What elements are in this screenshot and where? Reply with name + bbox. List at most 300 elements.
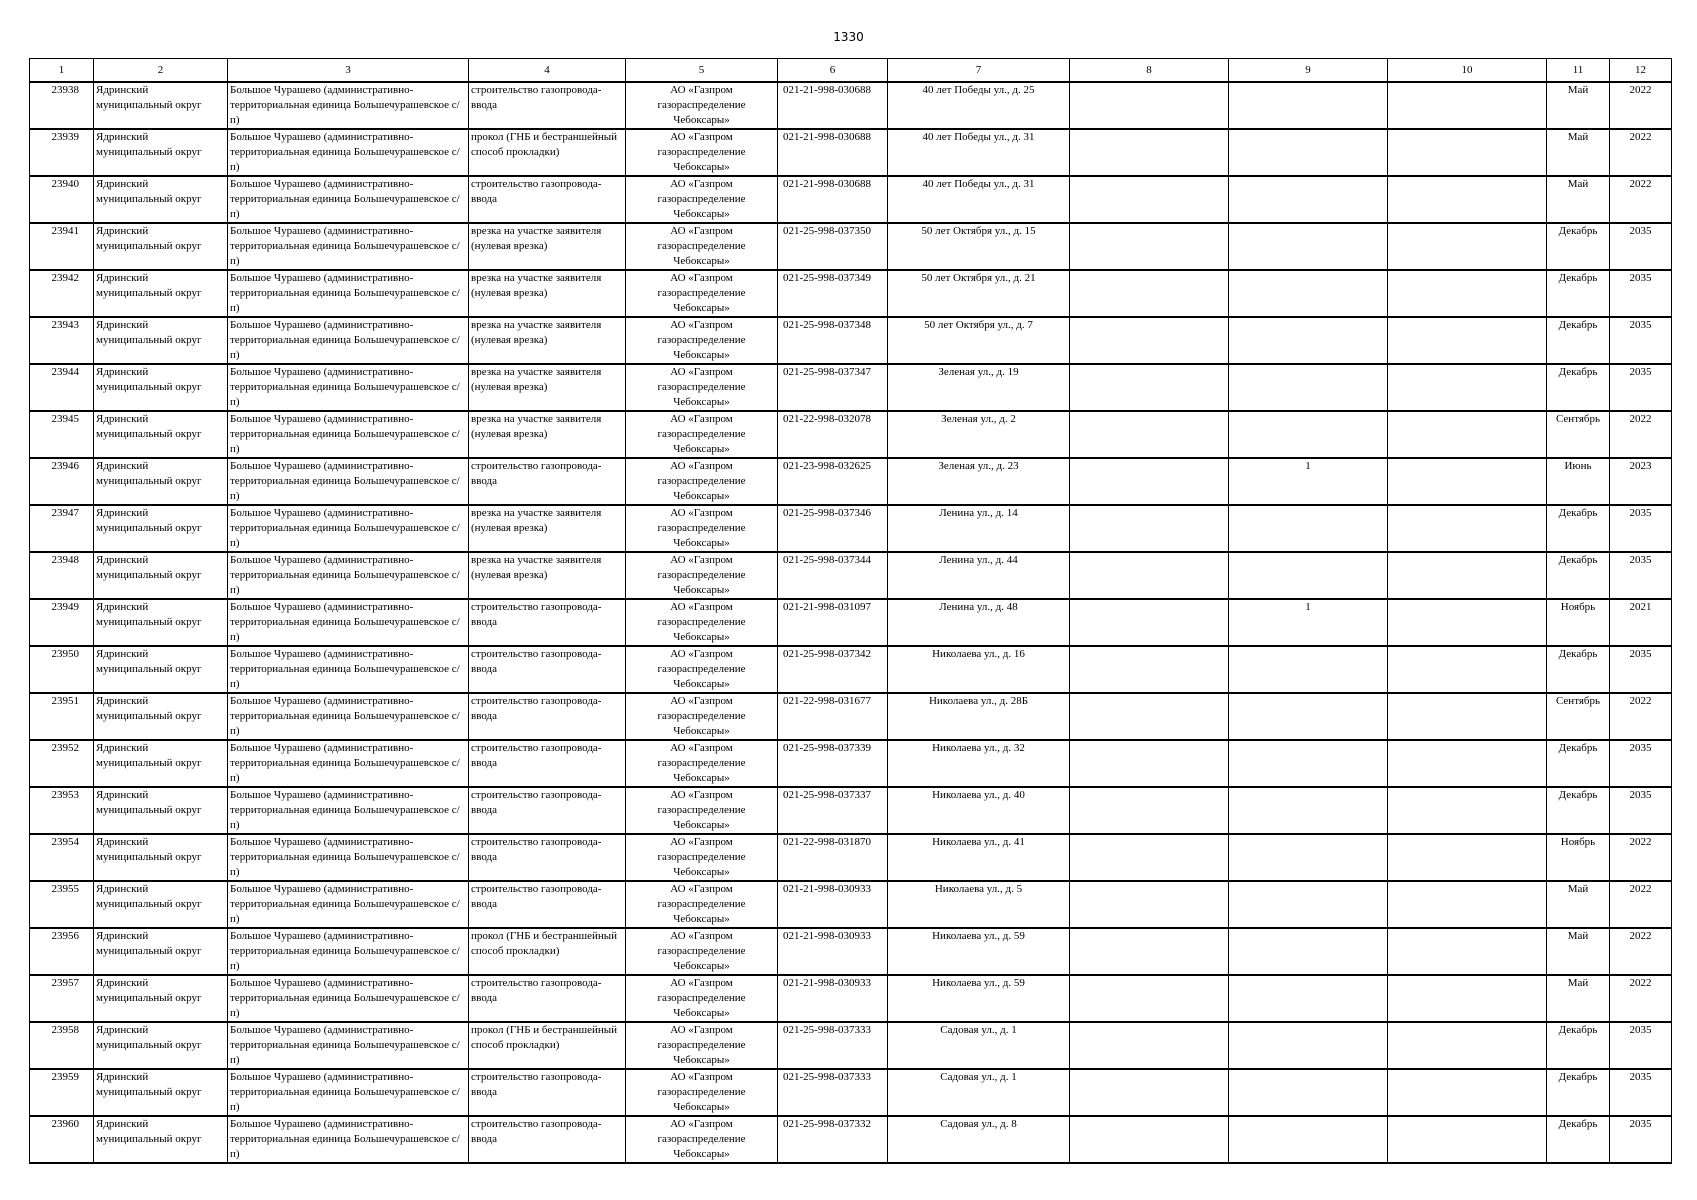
table-cell-col-2: Ядринский муниципальный округ — [94, 928, 228, 975]
table-cell-col-1: 23949 — [30, 599, 94, 646]
table-cell-col-2: Ядринский муниципальный округ — [94, 223, 228, 270]
table-row — [30, 552, 1672, 599]
table-cell-col-2: Ядринский муниципальный округ — [94, 740, 228, 787]
table-cell-col-9 — [1229, 834, 1388, 881]
table-cell-col-12: 2022 — [1610, 176, 1672, 223]
table-cell-col-5: АО «Газпром газораспределение Чебоксары» — [626, 1116, 778, 1163]
table-cell-col-9 — [1229, 223, 1388, 270]
column-header-3: 3 — [228, 59, 469, 83]
table-cell-col-11: Май — [1547, 176, 1610, 223]
table-cell-col-6: 021-21-998-030933 — [778, 928, 888, 975]
table-cell-col-2: Ядринский муниципальный округ — [94, 599, 228, 646]
table-cell-col-4: прокол (ГНБ и бестраншейный способ прокладки) — [469, 129, 626, 176]
table-cell-col-11: Май — [1547, 975, 1610, 1022]
table-cell-col-11: Ноябрь — [1547, 834, 1610, 881]
table-cell-col-9 — [1229, 881, 1388, 928]
table-cell-col-3: Большое Чурашево (административно-территориальная единица Большечурашевское с/п) — [228, 599, 469, 646]
table-row — [30, 317, 1672, 364]
table-cell-col-11: Сентябрь — [1547, 411, 1610, 458]
column-header-6: 6 — [778, 59, 888, 83]
table-cell-col-10 — [1388, 552, 1547, 599]
table-cell-col-1: 23958 — [30, 1022, 94, 1069]
column-header-10: 10 — [1388, 59, 1547, 83]
table-cell-col-2: Ядринский муниципальный округ — [94, 364, 228, 411]
table-cell-col-3: Большое Чурашево (административно-территориальная единица Большечурашевское с/п) — [228, 693, 469, 740]
table-cell-col-12: 2035 — [1610, 317, 1672, 364]
table-cell-col-5: АО «Газпром газораспределение Чебоксары» — [626, 928, 778, 975]
column-header-9: 9 — [1229, 59, 1388, 83]
table-cell-col-12: 2022 — [1610, 834, 1672, 881]
table-cell-col-6: 021-21-998-030688 — [778, 82, 888, 129]
column-header-1: 1 — [30, 59, 94, 83]
column-header-8: 8 — [1070, 59, 1229, 83]
table-cell-col-6: 021-25-998-037348 — [778, 317, 888, 364]
table-cell-col-3: Большое Чурашево (административно-территориальная единица Большечурашевское с/п) — [228, 881, 469, 928]
table-cell-col-4: врезка на участке заявителя (нулевая врезка) — [469, 552, 626, 599]
table-cell-col-9 — [1229, 1069, 1388, 1116]
table-body — [30, 82, 1672, 1163]
table-cell-col-1: 23955 — [30, 881, 94, 928]
table-cell-col-9 — [1229, 270, 1388, 317]
table-row — [30, 458, 1672, 505]
table-cell-col-7: Ленина ул., д. 48 — [888, 599, 1070, 646]
register-table — [29, 58, 1672, 1164]
table-cell-col-6: 021-25-998-037346 — [778, 505, 888, 552]
table-cell-col-3: Большое Чурашево (административно-территориальная единица Большечурашевское с/п) — [228, 129, 469, 176]
table-cell-col-12: 2035 — [1610, 646, 1672, 693]
table-cell-col-7: Ленина ул., д. 44 — [888, 552, 1070, 599]
table-cell-col-1: 23940 — [30, 176, 94, 223]
table-cell-col-12: 2035 — [1610, 270, 1672, 317]
table-cell-col-5: АО «Газпром газораспределение Чебоксары» — [626, 364, 778, 411]
table-cell-col-3: Большое Чурашево (административно-территориальная единица Большечурашевское с/п) — [228, 82, 469, 129]
table-cell-col-10 — [1388, 693, 1547, 740]
table-cell-col-8 — [1070, 317, 1229, 364]
table-cell-col-6: 021-23-998-032625 — [778, 458, 888, 505]
table-cell-col-4: врезка на участке заявителя (нулевая врезка) — [469, 317, 626, 364]
table-cell-col-4: строительство газопровода-ввода — [469, 1116, 626, 1163]
table-cell-col-7: 50 лет Октября ул., д. 15 — [888, 223, 1070, 270]
table-cell-col-6: 021-22-998-031870 — [778, 834, 888, 881]
table-cell-col-6: 021-25-998-037337 — [778, 787, 888, 834]
table-cell-col-3: Большое Чурашево (административно-территориальная единица Большечурашевское с/п) — [228, 176, 469, 223]
table-cell-col-1: 23944 — [30, 364, 94, 411]
table-cell-col-11: Сентябрь — [1547, 693, 1610, 740]
table-cell-col-1: 23945 — [30, 411, 94, 458]
table-cell-col-9 — [1229, 82, 1388, 129]
table-cell-col-2: Ядринский муниципальный округ — [94, 505, 228, 552]
table-cell-col-10 — [1388, 82, 1547, 129]
table-cell-col-7: Садовая ул., д. 1 — [888, 1022, 1070, 1069]
table-cell-col-5: АО «Газпром газораспределение Чебоксары» — [626, 646, 778, 693]
table-cell-col-12: 2022 — [1610, 411, 1672, 458]
table-cell-col-3: Большое Чурашево (административно-территориальная единица Большечурашевское с/п) — [228, 975, 469, 1022]
table-cell-col-5: АО «Газпром газораспределение Чебоксары» — [626, 505, 778, 552]
table-cell-col-12: 2035 — [1610, 552, 1672, 599]
column-header-11: 11 — [1547, 59, 1610, 83]
table-cell-col-10 — [1388, 176, 1547, 223]
table-cell-col-4: строительство газопровода-ввода — [469, 740, 626, 787]
table-cell-col-3: Большое Чурашево (административно-территориальная единица Большечурашевское с/п) — [228, 317, 469, 364]
table-cell-col-7: Зеленая ул., д. 2 — [888, 411, 1070, 458]
table-cell-col-11: Ноябрь — [1547, 599, 1610, 646]
table-cell-col-8 — [1070, 787, 1229, 834]
table-row — [30, 787, 1672, 834]
table-cell-col-1: 23947 — [30, 505, 94, 552]
table-cell-col-2: Ядринский муниципальный округ — [94, 411, 228, 458]
table-cell-col-8 — [1070, 740, 1229, 787]
table-cell-col-5: АО «Газпром газораспределение Чебоксары» — [626, 834, 778, 881]
table-row — [30, 881, 1672, 928]
table-cell-col-2: Ядринский муниципальный округ — [94, 646, 228, 693]
table-cell-col-8 — [1070, 552, 1229, 599]
table-row — [30, 270, 1672, 317]
table-cell-col-8 — [1070, 881, 1229, 928]
table-cell-col-9 — [1229, 740, 1388, 787]
table-cell-col-4: строительство газопровода-ввода — [469, 834, 626, 881]
table-cell-col-12: 2022 — [1610, 881, 1672, 928]
table-row — [30, 505, 1672, 552]
table-cell-col-1: 23941 — [30, 223, 94, 270]
table-cell-col-10 — [1388, 646, 1547, 693]
table-cell-col-1: 23957 — [30, 975, 94, 1022]
table-cell-col-4: врезка на участке заявителя (нулевая врезка) — [469, 270, 626, 317]
table-cell-col-11: Декабрь — [1547, 364, 1610, 411]
table-cell-col-2: Ядринский муниципальный округ — [94, 270, 228, 317]
table-cell-col-7: Николаева ул., д. 40 — [888, 787, 1070, 834]
table-header-row — [30, 59, 1672, 83]
table-cell-col-11: Декабрь — [1547, 505, 1610, 552]
table-cell-col-12: 2022 — [1610, 928, 1672, 975]
table-cell-col-11: Июнь — [1547, 458, 1610, 505]
table-cell-col-1: 23954 — [30, 834, 94, 881]
table-cell-col-7: 40 лет Победы ул., д. 31 — [888, 176, 1070, 223]
table-cell-col-10 — [1388, 317, 1547, 364]
table-cell-col-2: Ядринский муниципальный округ — [94, 693, 228, 740]
table-cell-col-9 — [1229, 1116, 1388, 1163]
table-cell-col-11: Декабрь — [1547, 1069, 1610, 1116]
table-cell-col-2: Ядринский муниципальный округ — [94, 82, 228, 129]
page-number: 1330 — [833, 30, 864, 44]
table-cell-col-8 — [1070, 505, 1229, 552]
table-cell-col-7: Николаева ул., д. 59 — [888, 928, 1070, 975]
table-cell-col-9: 1 — [1229, 458, 1388, 505]
table-cell-col-9 — [1229, 646, 1388, 693]
table-cell-col-5: АО «Газпром газораспределение Чебоксары» — [626, 82, 778, 129]
table-cell-col-6: 021-25-998-037342 — [778, 646, 888, 693]
table-cell-col-3: Большое Чурашево (административно-территориальная единица Большечурашевское с/п) — [228, 411, 469, 458]
table-cell-col-7: Садовая ул., д. 8 — [888, 1116, 1070, 1163]
table-cell-col-7: Николаева ул., д. 5 — [888, 881, 1070, 928]
table-cell-col-4: прокол (ГНБ и бестраншейный способ прокладки) — [469, 1022, 626, 1069]
table-cell-col-3: Большое Чурашево (административно-территориальная единица Большечурашевское с/п) — [228, 646, 469, 693]
table-cell-col-7: Зеленая ул., д. 19 — [888, 364, 1070, 411]
table-cell-col-8 — [1070, 458, 1229, 505]
table-cell-col-7: 50 лет Октября ул., д. 7 — [888, 317, 1070, 364]
table-cell-col-1: 23960 — [30, 1116, 94, 1163]
table-cell-col-12: 2035 — [1610, 1069, 1672, 1116]
table-row — [30, 646, 1672, 693]
table-cell-col-2: Ядринский муниципальный округ — [94, 1022, 228, 1069]
table-cell-col-12: 2035 — [1610, 1116, 1672, 1163]
table-row — [30, 693, 1672, 740]
table-cell-col-9 — [1229, 317, 1388, 364]
table-cell-col-2: Ядринский муниципальный округ — [94, 834, 228, 881]
table-cell-col-8 — [1070, 834, 1229, 881]
table-cell-col-5: АО «Газпром газораспределение Чебоксары» — [626, 1069, 778, 1116]
table-cell-col-11: Декабрь — [1547, 317, 1610, 364]
table-cell-col-10 — [1388, 364, 1547, 411]
table-cell-col-10 — [1388, 834, 1547, 881]
table-cell-col-11: Май — [1547, 82, 1610, 129]
table-cell-col-3: Большое Чурашево (административно-территориальная единица Большечурашевское с/п) — [228, 552, 469, 599]
table-cell-col-2: Ядринский муниципальный округ — [94, 787, 228, 834]
table-cell-col-9 — [1229, 364, 1388, 411]
table-cell-col-1: 23946 — [30, 458, 94, 505]
table-cell-col-5: АО «Газпром газораспределение Чебоксары» — [626, 975, 778, 1022]
table-cell-col-9 — [1229, 975, 1388, 1022]
table-cell-col-7: Ленина ул., д. 14 — [888, 505, 1070, 552]
table-cell-col-5: АО «Газпром газораспределение Чебоксары» — [626, 176, 778, 223]
table-row — [30, 223, 1672, 270]
table-cell-col-6: 021-25-998-037339 — [778, 740, 888, 787]
table-cell-col-5: АО «Газпром газораспределение Чебоксары» — [626, 129, 778, 176]
table-cell-col-3: Большое Чурашево (административно-территориальная единица Большечурашевское с/п) — [228, 1022, 469, 1069]
table-cell-col-11: Декабрь — [1547, 223, 1610, 270]
table-cell-col-10 — [1388, 411, 1547, 458]
table-cell-col-8 — [1070, 646, 1229, 693]
table-cell-col-8 — [1070, 1116, 1229, 1163]
table-cell-col-8 — [1070, 411, 1229, 458]
table-cell-col-7: 40 лет Победы ул., д. 25 — [888, 82, 1070, 129]
table-cell-col-4: строительство газопровода-ввода — [469, 693, 626, 740]
table-cell-col-6: 021-25-998-037333 — [778, 1069, 888, 1116]
table-cell-col-7: 40 лет Победы ул., д. 31 — [888, 129, 1070, 176]
table-cell-col-6: 021-25-998-037333 — [778, 1022, 888, 1069]
table-cell-col-12: 2022 — [1610, 129, 1672, 176]
table-cell-col-5: АО «Газпром газораспределение Чебоксары» — [626, 740, 778, 787]
table-cell-col-2: Ядринский муниципальный округ — [94, 1116, 228, 1163]
table-cell-col-12: 2022 — [1610, 82, 1672, 129]
table-cell-col-12: 2035 — [1610, 505, 1672, 552]
table-cell-col-10 — [1388, 599, 1547, 646]
table-cell-col-10 — [1388, 1069, 1547, 1116]
table-cell-col-6: 021-25-998-037349 — [778, 270, 888, 317]
table-cell-col-4: строительство газопровода-ввода — [469, 458, 626, 505]
table-cell-col-8 — [1070, 176, 1229, 223]
table-cell-col-4: строительство газопровода-ввода — [469, 881, 626, 928]
table-cell-col-11: Декабрь — [1547, 270, 1610, 317]
table-cell-col-7: Николаева ул., д. 59 — [888, 975, 1070, 1022]
table-cell-col-6: 021-22-998-032078 — [778, 411, 888, 458]
table-cell-col-11: Декабрь — [1547, 1022, 1610, 1069]
table-cell-col-9 — [1229, 787, 1388, 834]
column-header-12: 12 — [1610, 59, 1672, 83]
table-row — [30, 740, 1672, 787]
table-cell-col-2: Ядринский муниципальный округ — [94, 881, 228, 928]
table-cell-col-4: строительство газопровода-ввода — [469, 646, 626, 693]
table-cell-col-1: 23952 — [30, 740, 94, 787]
column-header-2: 2 — [94, 59, 228, 83]
table-cell-col-3: Большое Чурашево (административно-территориальная единица Большечурашевское с/п) — [228, 458, 469, 505]
table-cell-col-9 — [1229, 552, 1388, 599]
table-cell-col-6: 021-25-998-037347 — [778, 364, 888, 411]
table-cell-col-8 — [1070, 975, 1229, 1022]
table-cell-col-1: 23950 — [30, 646, 94, 693]
table-cell-col-5: АО «Газпром газораспределение Чебоксары» — [626, 270, 778, 317]
table-cell-col-4: строительство газопровода-ввода — [469, 599, 626, 646]
table-row — [30, 928, 1672, 975]
table-cell-col-8 — [1070, 82, 1229, 129]
table-cell-col-9 — [1229, 411, 1388, 458]
table-cell-col-6: 021-21-998-030688 — [778, 176, 888, 223]
table-cell-col-6: 021-21-998-031097 — [778, 599, 888, 646]
table-cell-col-11: Декабрь — [1547, 646, 1610, 693]
table-cell-col-3: Большое Чурашево (административно-территориальная единица Большечурашевское с/п) — [228, 505, 469, 552]
table-cell-col-10 — [1388, 975, 1547, 1022]
table-row — [30, 599, 1672, 646]
table-row — [30, 1022, 1672, 1069]
table-cell-col-1: 23938 — [30, 82, 94, 129]
table-cell-col-11: Декабрь — [1547, 787, 1610, 834]
table-cell-col-3: Большое Чурашево (административно-территориальная единица Большечурашевское с/п) — [228, 928, 469, 975]
column-header-5: 5 — [626, 59, 778, 83]
table-cell-col-12: 2035 — [1610, 787, 1672, 834]
table-cell-col-8 — [1070, 693, 1229, 740]
table-cell-col-9 — [1229, 693, 1388, 740]
table-cell-col-3: Большое Чурашево (административно-территориальная единица Большечурашевское с/п) — [228, 834, 469, 881]
table-row — [30, 1069, 1672, 1116]
table-cell-col-5: АО «Газпром газораспределение Чебоксары» — [626, 317, 778, 364]
table-cell-col-1: 23948 — [30, 552, 94, 599]
table-cell-col-12: 2022 — [1610, 975, 1672, 1022]
table-cell-col-8 — [1070, 223, 1229, 270]
table-cell-col-9 — [1229, 928, 1388, 975]
table-row — [30, 364, 1672, 411]
table-cell-col-10 — [1388, 881, 1547, 928]
table-cell-col-5: АО «Газпром газораспределение Чебоксары» — [626, 787, 778, 834]
table-cell-col-10 — [1388, 223, 1547, 270]
table-cell-col-9 — [1229, 1022, 1388, 1069]
table-cell-col-5: АО «Газпром газораспределение Чебоксары» — [626, 1022, 778, 1069]
table-cell-col-1: 23951 — [30, 693, 94, 740]
column-header-7: 7 — [888, 59, 1070, 83]
table-cell-col-4: строительство газопровода-ввода — [469, 1069, 626, 1116]
table-cell-col-11: Май — [1547, 928, 1610, 975]
table-row — [30, 411, 1672, 458]
table-row — [30, 975, 1672, 1022]
table-cell-col-8 — [1070, 270, 1229, 317]
table-cell-col-6: 021-25-998-037344 — [778, 552, 888, 599]
table-cell-col-2: Ядринский муниципальный округ — [94, 975, 228, 1022]
table-cell-col-1: 23956 — [30, 928, 94, 975]
table-cell-col-7: Николаева ул., д. 16 — [888, 646, 1070, 693]
table-cell-col-10 — [1388, 1116, 1547, 1163]
table-cell-col-3: Большое Чурашево (административно-территориальная единица Большечурашевское с/п) — [228, 740, 469, 787]
table-cell-col-3: Большое Чурашево (административно-территориальная единица Большечурашевское с/п) — [228, 270, 469, 317]
table-cell-col-8 — [1070, 1022, 1229, 1069]
table-cell-col-10 — [1388, 505, 1547, 552]
table-cell-col-5: АО «Газпром газораспределение Чебоксары» — [626, 458, 778, 505]
table-cell-col-6: 021-22-998-031677 — [778, 693, 888, 740]
table-cell-col-3: Большое Чурашево (административно-территориальная единица Большечурашевское с/п) — [228, 223, 469, 270]
table-cell-col-6: 021-25-998-037350 — [778, 223, 888, 270]
table-cell-col-5: АО «Газпром газораспределение Чебоксары» — [626, 223, 778, 270]
table-cell-col-4: прокол (ГНБ и бестраншейный способ прокладки) — [469, 928, 626, 975]
table-cell-col-10 — [1388, 787, 1547, 834]
table-cell-col-5: АО «Газпром газораспределение Чебоксары» — [626, 411, 778, 458]
table-cell-col-7: Зеленая ул., д. 23 — [888, 458, 1070, 505]
table-cell-col-9: 1 — [1229, 599, 1388, 646]
table-cell-col-10 — [1388, 129, 1547, 176]
table-cell-col-4: строительство газопровода-ввода — [469, 975, 626, 1022]
table-cell-col-12: 2023 — [1610, 458, 1672, 505]
table-cell-col-4: строительство газопровода-ввода — [469, 176, 626, 223]
table-cell-col-9 — [1229, 176, 1388, 223]
table-cell-col-10 — [1388, 740, 1547, 787]
table-cell-col-6: 021-21-998-030933 — [778, 975, 888, 1022]
table-cell-col-5: АО «Газпром газораспределение Чебоксары» — [626, 599, 778, 646]
table-cell-col-11: Декабрь — [1547, 740, 1610, 787]
table-cell-col-10 — [1388, 1022, 1547, 1069]
table-cell-col-10 — [1388, 458, 1547, 505]
table-row — [30, 176, 1672, 223]
table-cell-col-11: Декабрь — [1547, 1116, 1610, 1163]
table-cell-col-12: 2035 — [1610, 223, 1672, 270]
table-cell-col-2: Ядринский муниципальный округ — [94, 129, 228, 176]
table-row — [30, 834, 1672, 881]
column-header-4: 4 — [469, 59, 626, 83]
table-cell-col-7: Николаева ул., д. 41 — [888, 834, 1070, 881]
table-cell-col-12: 2035 — [1610, 1022, 1672, 1069]
table-cell-col-4: врезка на участке заявителя (нулевая врезка) — [469, 223, 626, 270]
table-cell-col-1: 23942 — [30, 270, 94, 317]
table-cell-col-4: строительство газопровода-ввода — [469, 82, 626, 129]
table-cell-col-1: 23953 — [30, 787, 94, 834]
table-cell-col-5: АО «Газпром газораспределение Чебоксары» — [626, 881, 778, 928]
table-row — [30, 82, 1672, 129]
table-cell-col-12: 2035 — [1610, 740, 1672, 787]
table-cell-col-4: врезка на участке заявителя (нулевая врезка) — [469, 505, 626, 552]
table-cell-col-1: 23943 — [30, 317, 94, 364]
table-cell-col-1: 23959 — [30, 1069, 94, 1116]
table-cell-col-8 — [1070, 928, 1229, 975]
table-cell-col-11: Май — [1547, 129, 1610, 176]
table-cell-col-1: 23939 — [30, 129, 94, 176]
table-cell-col-10 — [1388, 928, 1547, 975]
table-cell-col-3: Большое Чурашево (административно-территориальная единица Большечурашевское с/п) — [228, 787, 469, 834]
table-cell-col-6: 021-21-998-030688 — [778, 129, 888, 176]
table-row — [30, 129, 1672, 176]
table-cell-col-6: 021-25-998-037332 — [778, 1116, 888, 1163]
table-cell-col-9 — [1229, 129, 1388, 176]
table-cell-col-2: Ядринский муниципальный округ — [94, 176, 228, 223]
table-cell-col-7: Николаева ул., д. 32 — [888, 740, 1070, 787]
table-cell-col-4: строительство газопровода-ввода — [469, 787, 626, 834]
table-cell-col-10 — [1388, 270, 1547, 317]
table-cell-col-12: 2035 — [1610, 364, 1672, 411]
table-cell-col-2: Ядринский муниципальный округ — [94, 552, 228, 599]
table-cell-col-7: Садовая ул., д. 1 — [888, 1069, 1070, 1116]
table-row — [30, 1116, 1672, 1163]
table-cell-col-9 — [1229, 505, 1388, 552]
table-cell-col-8 — [1070, 129, 1229, 176]
table-cell-col-11: Май — [1547, 881, 1610, 928]
table-cell-col-6: 021-21-998-030933 — [778, 881, 888, 928]
table-cell-col-12: 2021 — [1610, 599, 1672, 646]
table-cell-col-12: 2022 — [1610, 693, 1672, 740]
table-cell-col-2: Ядринский муниципальный округ — [94, 317, 228, 364]
